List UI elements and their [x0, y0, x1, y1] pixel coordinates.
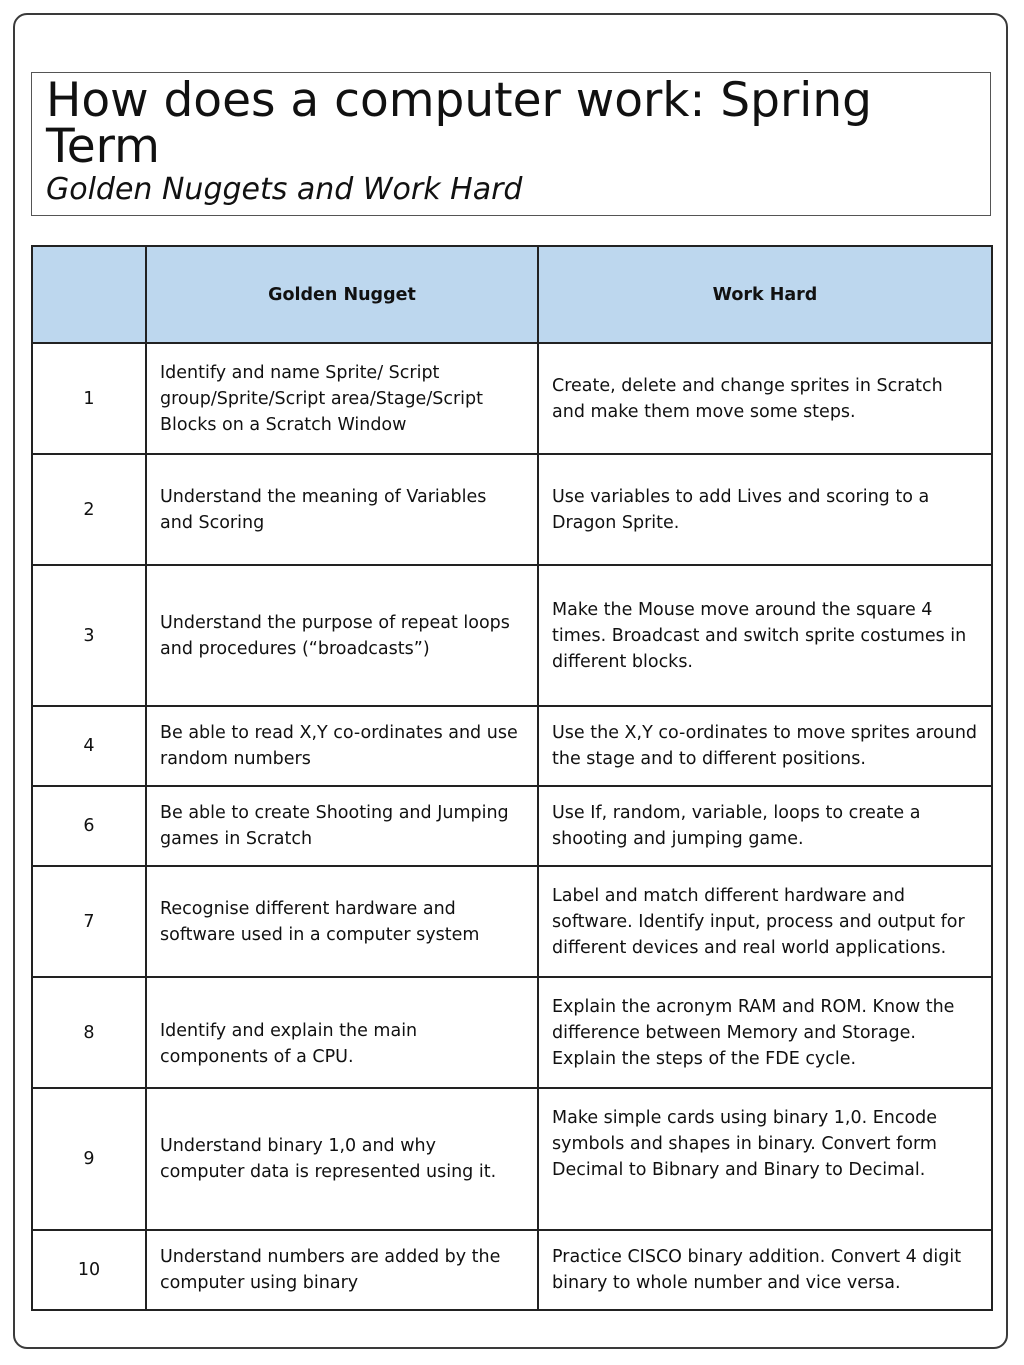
- table-row: [32, 866, 992, 977]
- work-hard-cell: Create, delete and change sprites in Scratch and make them move some steps.: [538, 343, 992, 454]
- work-hard-cell: Explain the acronym RAM and ROM. Know the difference between Memory and Storage. Explain the steps of the FDE cycle.: [538, 977, 992, 1088]
- title-box: [31, 72, 991, 216]
- table-row: [32, 786, 992, 866]
- row-number: 7: [32, 866, 146, 977]
- golden-nugget-cell: Understand the meaning of Variables and Scoring: [146, 454, 538, 565]
- table-row: [32, 1230, 992, 1310]
- row-number: 8: [32, 977, 146, 1088]
- golden-nugget-cell: Understand the purpose of repeat loops and procedures (“broadcasts”): [146, 565, 538, 706]
- table-row: [32, 454, 992, 565]
- golden-nugget-cell: Understand binary 1,0 and why computer data is represented using it.: [146, 1088, 538, 1230]
- work-hard-cell: Use If, random, variable, loops to create a shooting and jumping game.: [538, 786, 992, 866]
- row-number: 9: [32, 1088, 146, 1230]
- page-title: How does a computer work: Spring Term: [46, 73, 872, 174]
- header-number: [32, 246, 146, 343]
- row-number: 1: [32, 343, 146, 454]
- golden-nugget-cell: Recognise different hardware and software used in a computer system: [146, 866, 538, 977]
- golden-nugget-cell: Understand numbers are added by the computer using binary: [146, 1230, 538, 1310]
- golden-nugget-cell: Be able to create Shooting and Jumping games in Scratch: [146, 786, 538, 866]
- row-number: 6: [32, 786, 146, 866]
- table-row: [32, 343, 992, 454]
- work-hard-cell: Use the X,Y co-ordinates to move sprites around the stage and to different positions.: [538, 706, 992, 786]
- work-hard-cell: Make simple cards using binary 1,0. Encode symbols and shapes in binary. Convert form Decimal to Bibnary and Binary to Decimal.: [538, 1088, 992, 1230]
- page-subtitle: Golden Nuggets and Work Hard: [46, 172, 523, 207]
- work-hard-cell: Practice CISCO binary addition. Convert 4 digit binary to whole number and vice versa.: [538, 1230, 992, 1310]
- row-number: 10: [32, 1230, 146, 1310]
- row-number: 3: [32, 565, 146, 706]
- row-number: 2: [32, 454, 146, 565]
- table-row: [32, 706, 992, 786]
- table-header-row: [32, 246, 992, 343]
- table-row: [32, 977, 992, 1088]
- work-hard-cell: Make the Mouse move around the square 4 times. Broadcast and switch sprite costumes in different blocks.: [538, 565, 992, 706]
- nuggets-table: [31, 245, 993, 1311]
- header-golden-nugget: Golden Nugget: [146, 246, 538, 343]
- table-row: [32, 565, 992, 706]
- header-work-hard: Work Hard: [538, 246, 992, 343]
- row-number: 4: [32, 706, 146, 786]
- work-hard-cell: Label and match different hardware and software. Identify input, process and output for different devices and real world applications.: [538, 866, 992, 977]
- work-hard-cell: Use variables to add Lives and scoring to a Dragon Sprite.: [538, 454, 992, 565]
- golden-nugget-cell: Identify and explain the main components of a CPU.: [146, 977, 538, 1088]
- golden-nugget-cell: Be able to read X,Y co-ordinates and use random numbers: [146, 706, 538, 786]
- golden-nugget-cell: Identify and name Sprite/ Script group/Sprite/Script area/Stage/Script Blocks on a Scratch Window: [146, 343, 538, 454]
- table-row: [32, 1088, 992, 1230]
